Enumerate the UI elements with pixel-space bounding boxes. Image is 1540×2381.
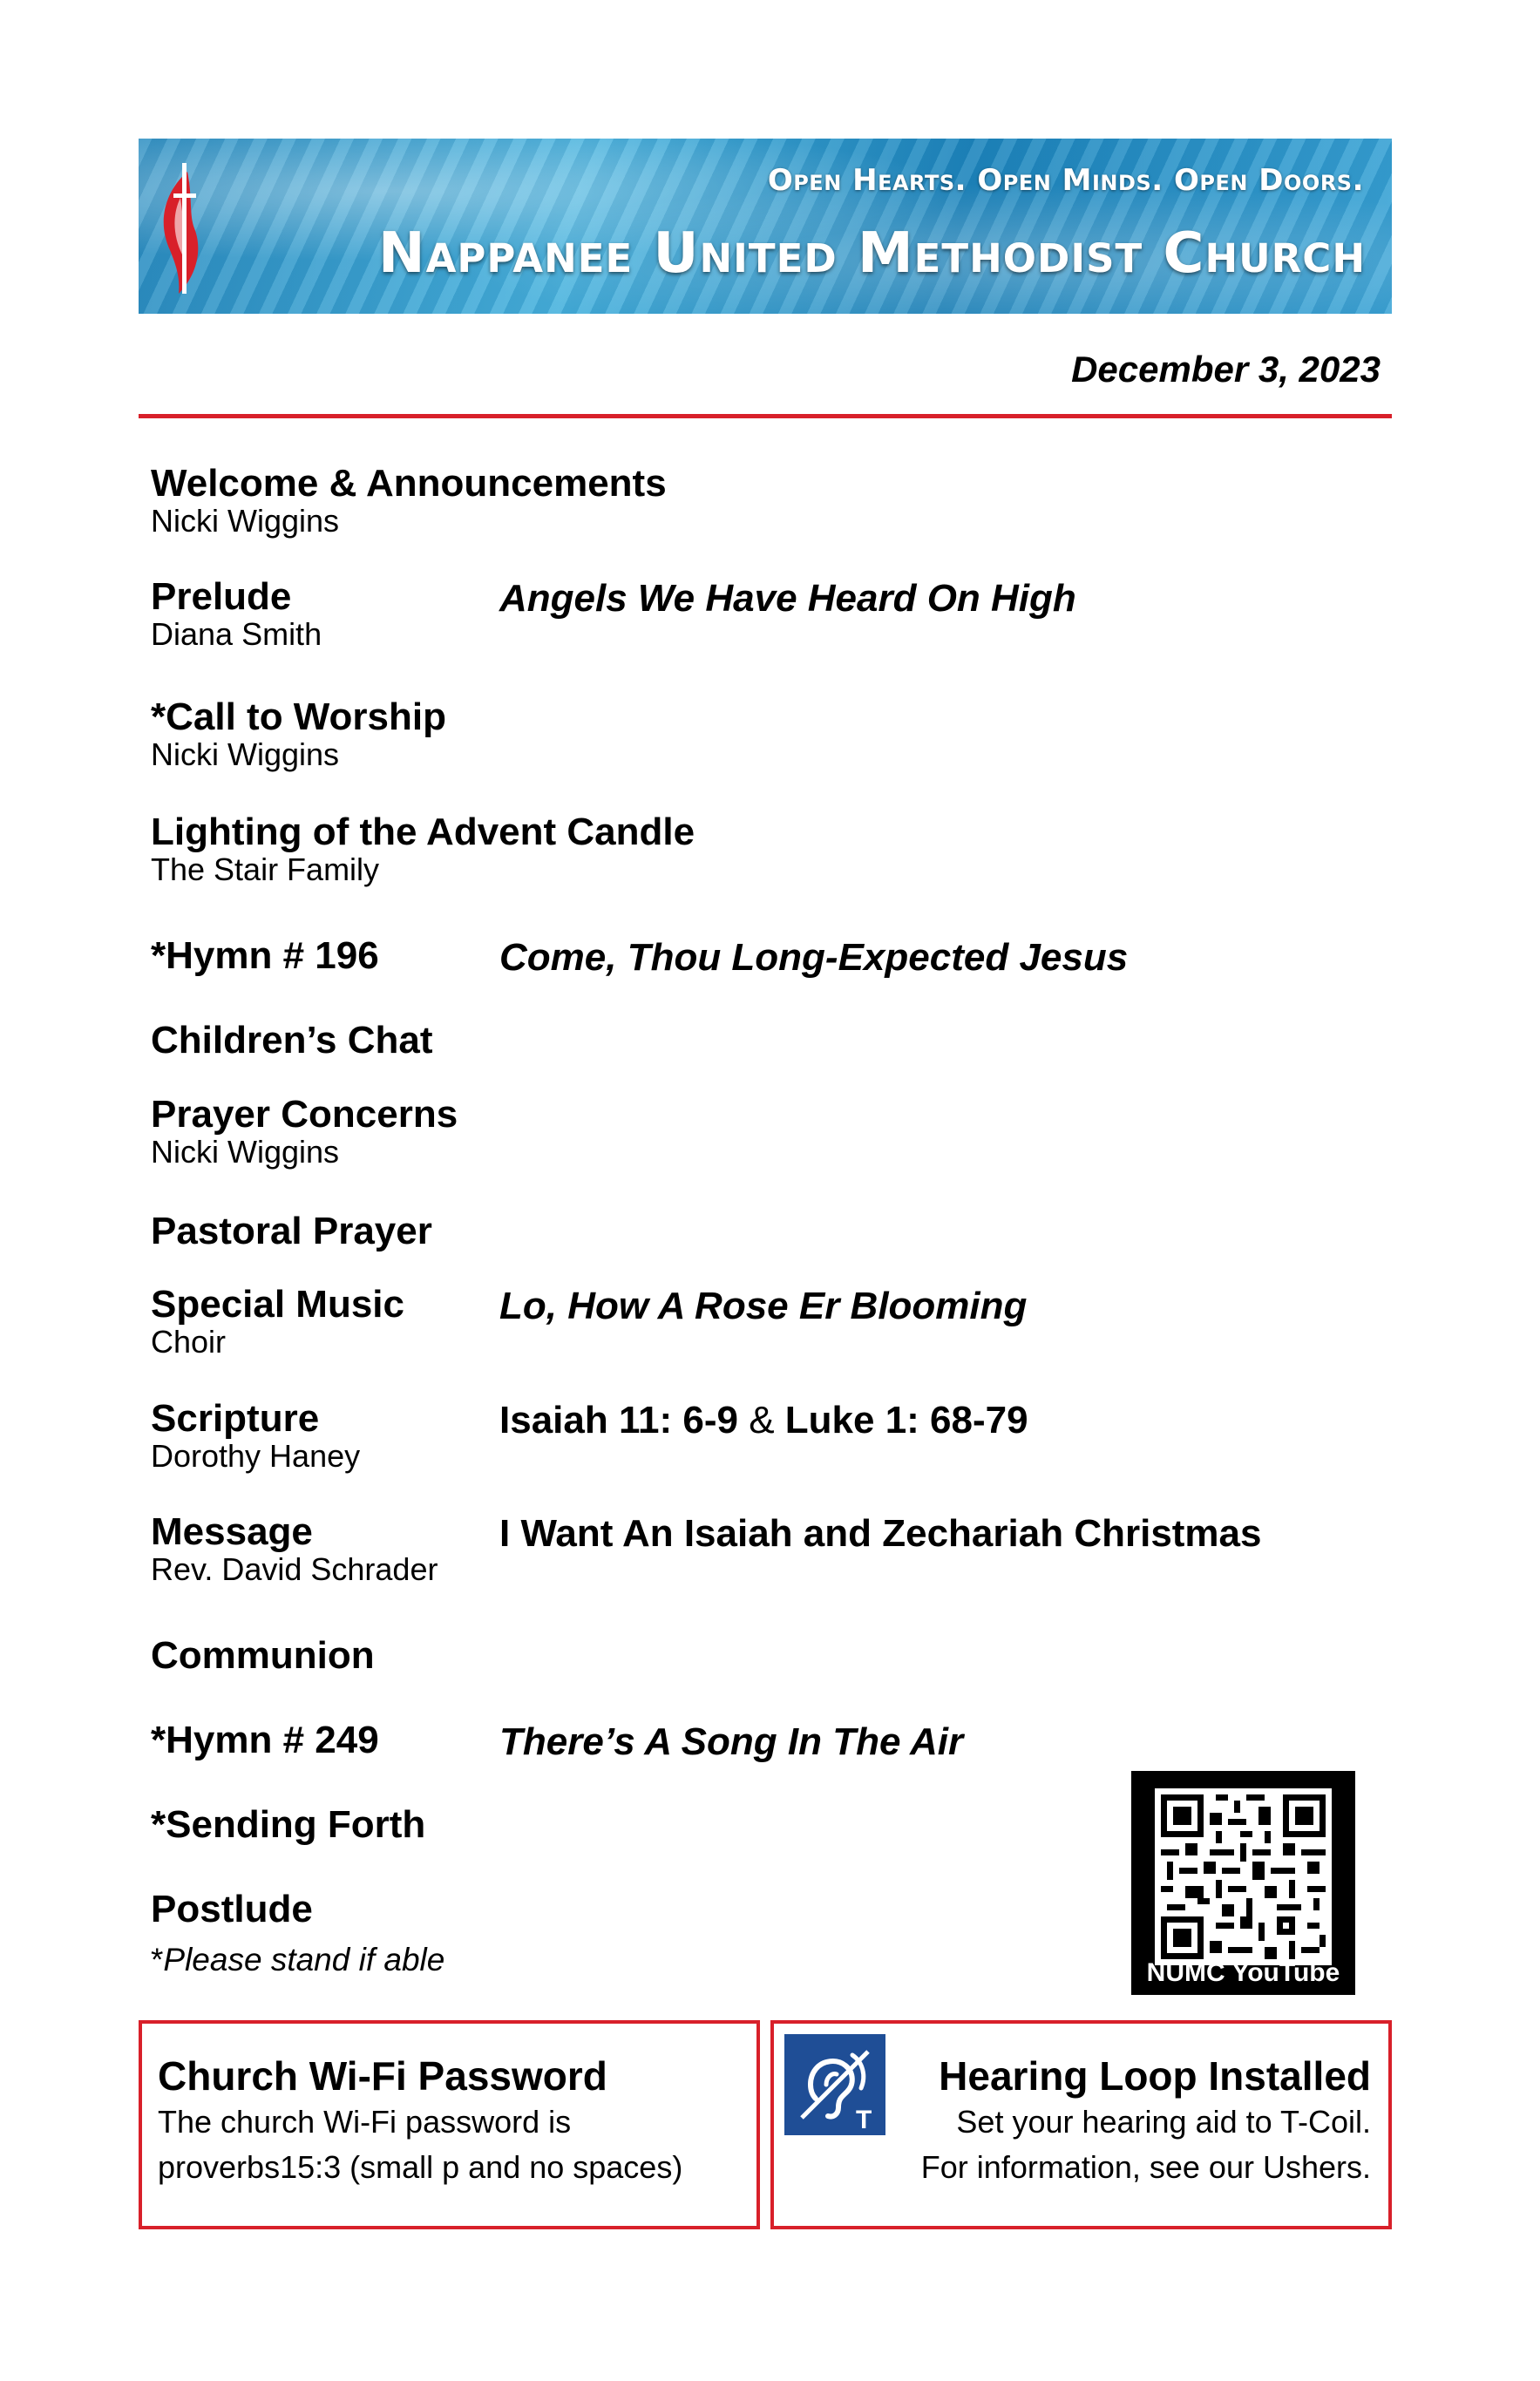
item-detail bbox=[499, 1399, 1028, 1442]
item-detail: There’s A Song In The Air bbox=[499, 1720, 964, 1763]
list-item bbox=[151, 1211, 432, 1252]
qr-label: NUMC YouTube bbox=[1146, 1958, 1340, 1987]
divider bbox=[139, 414, 1392, 418]
service-date: December 3, 2023 bbox=[1071, 349, 1381, 390]
hearing-loop-box bbox=[770, 2020, 1392, 2229]
item-title: Children’s Chat bbox=[151, 1019, 433, 1062]
item-title: *Sending Forth bbox=[151, 1803, 426, 1846]
list-item bbox=[151, 1636, 375, 1676]
wifi-line-2: proverbs15:3 (small p and no spaces) bbox=[158, 2149, 683, 2186]
item-leader: Rev. David Schrader bbox=[151, 1551, 438, 1588]
item-leader: Choir bbox=[151, 1324, 227, 1360]
item-title: Lighting of the Advent Candle bbox=[151, 811, 695, 853]
t-coil-letter: T bbox=[856, 2106, 872, 2134]
item-detail: I Want An Isaiah and Zechariah Christmas bbox=[499, 1512, 1262, 1555]
stand-note bbox=[151, 1942, 444, 1978]
church-name: Nappanee United Methodist Church bbox=[378, 221, 1366, 286]
item-leader: Dorothy Haney bbox=[151, 1438, 361, 1475]
wifi-line-1: The church Wi-Fi password is bbox=[158, 2103, 572, 2140]
item-title: Prayer Concerns bbox=[151, 1093, 458, 1136]
item-title: Pastoral Prayer bbox=[151, 1210, 432, 1252]
item-title: Scripture bbox=[151, 1397, 320, 1440]
scripture-ampersand: & bbox=[749, 1399, 775, 1441]
list-item bbox=[151, 1095, 458, 1170]
hearing-loop-line-1: Set your hearing aid to T-Coil. bbox=[956, 2103, 1371, 2140]
list-item bbox=[151, 1285, 404, 1360]
item-title: *Call to Worship bbox=[151, 695, 446, 738]
youtube-qr-code[interactable] bbox=[1131, 1771, 1355, 1995]
item-detail: Lo, How A Rose Er Blooming bbox=[499, 1285, 1028, 1327]
list-item bbox=[151, 1399, 360, 1474]
list-item bbox=[151, 577, 322, 652]
list-item bbox=[151, 1889, 313, 1930]
hearing-loop-ear-icon bbox=[784, 2034, 885, 2135]
item-title: *Hymn # 249 bbox=[151, 1719, 379, 1761]
wifi-info-box bbox=[139, 2020, 760, 2229]
church-banner bbox=[139, 139, 1392, 314]
list-item bbox=[151, 464, 667, 539]
wifi-title: Church Wi-Fi Password bbox=[158, 2053, 607, 2099]
item-title: *Hymn # 196 bbox=[151, 934, 379, 977]
item-title: Special Music bbox=[151, 1283, 405, 1326]
scripture-ref-isaiah: Isaiah 11: 6-9 bbox=[499, 1399, 738, 1441]
list-item bbox=[151, 1805, 425, 1845]
item-title: Communion bbox=[151, 1634, 375, 1677]
hearing-loop-title: Hearing Loop Installed bbox=[939, 2053, 1371, 2099]
item-title: Postlude bbox=[151, 1888, 313, 1930]
scripture-ref-luke: Luke 1: 68-79 bbox=[784, 1399, 1028, 1441]
stand-note-text: Please stand if able bbox=[163, 1942, 445, 1977]
list-item bbox=[151, 697, 446, 772]
list-item bbox=[151, 1512, 438, 1587]
hearing-loop-line-2: For information, see our Ushers. bbox=[920, 2149, 1371, 2186]
item-title: Message bbox=[151, 1510, 313, 1553]
stand-note-star: * bbox=[151, 1942, 164, 1977]
item-title: Welcome & Announcements bbox=[151, 462, 667, 505]
item-title: Prelude bbox=[151, 575, 292, 618]
item-leader: Nicki Wiggins bbox=[151, 736, 340, 773]
item-detail: Come, Thou Long-Expected Jesus bbox=[499, 936, 1129, 979]
banner-tagline: Open Hearts. Open Minds. Open Doors. bbox=[767, 163, 1364, 198]
list-item bbox=[151, 812, 695, 887]
qr-code-icon bbox=[1155, 1788, 1332, 1965]
item-leader: Diana Smith bbox=[151, 616, 322, 653]
list-item bbox=[151, 936, 379, 976]
list-item bbox=[151, 1021, 433, 1061]
item-leader: Nicki Wiggins bbox=[151, 1134, 340, 1170]
item-detail: Angels We Have Heard On High bbox=[499, 577, 1076, 620]
item-leader: Nicki Wiggins bbox=[151, 503, 340, 539]
list-item bbox=[151, 1720, 379, 1760]
item-leader: The Stair Family bbox=[151, 851, 380, 888]
cross-and-flame-icon bbox=[154, 154, 207, 302]
